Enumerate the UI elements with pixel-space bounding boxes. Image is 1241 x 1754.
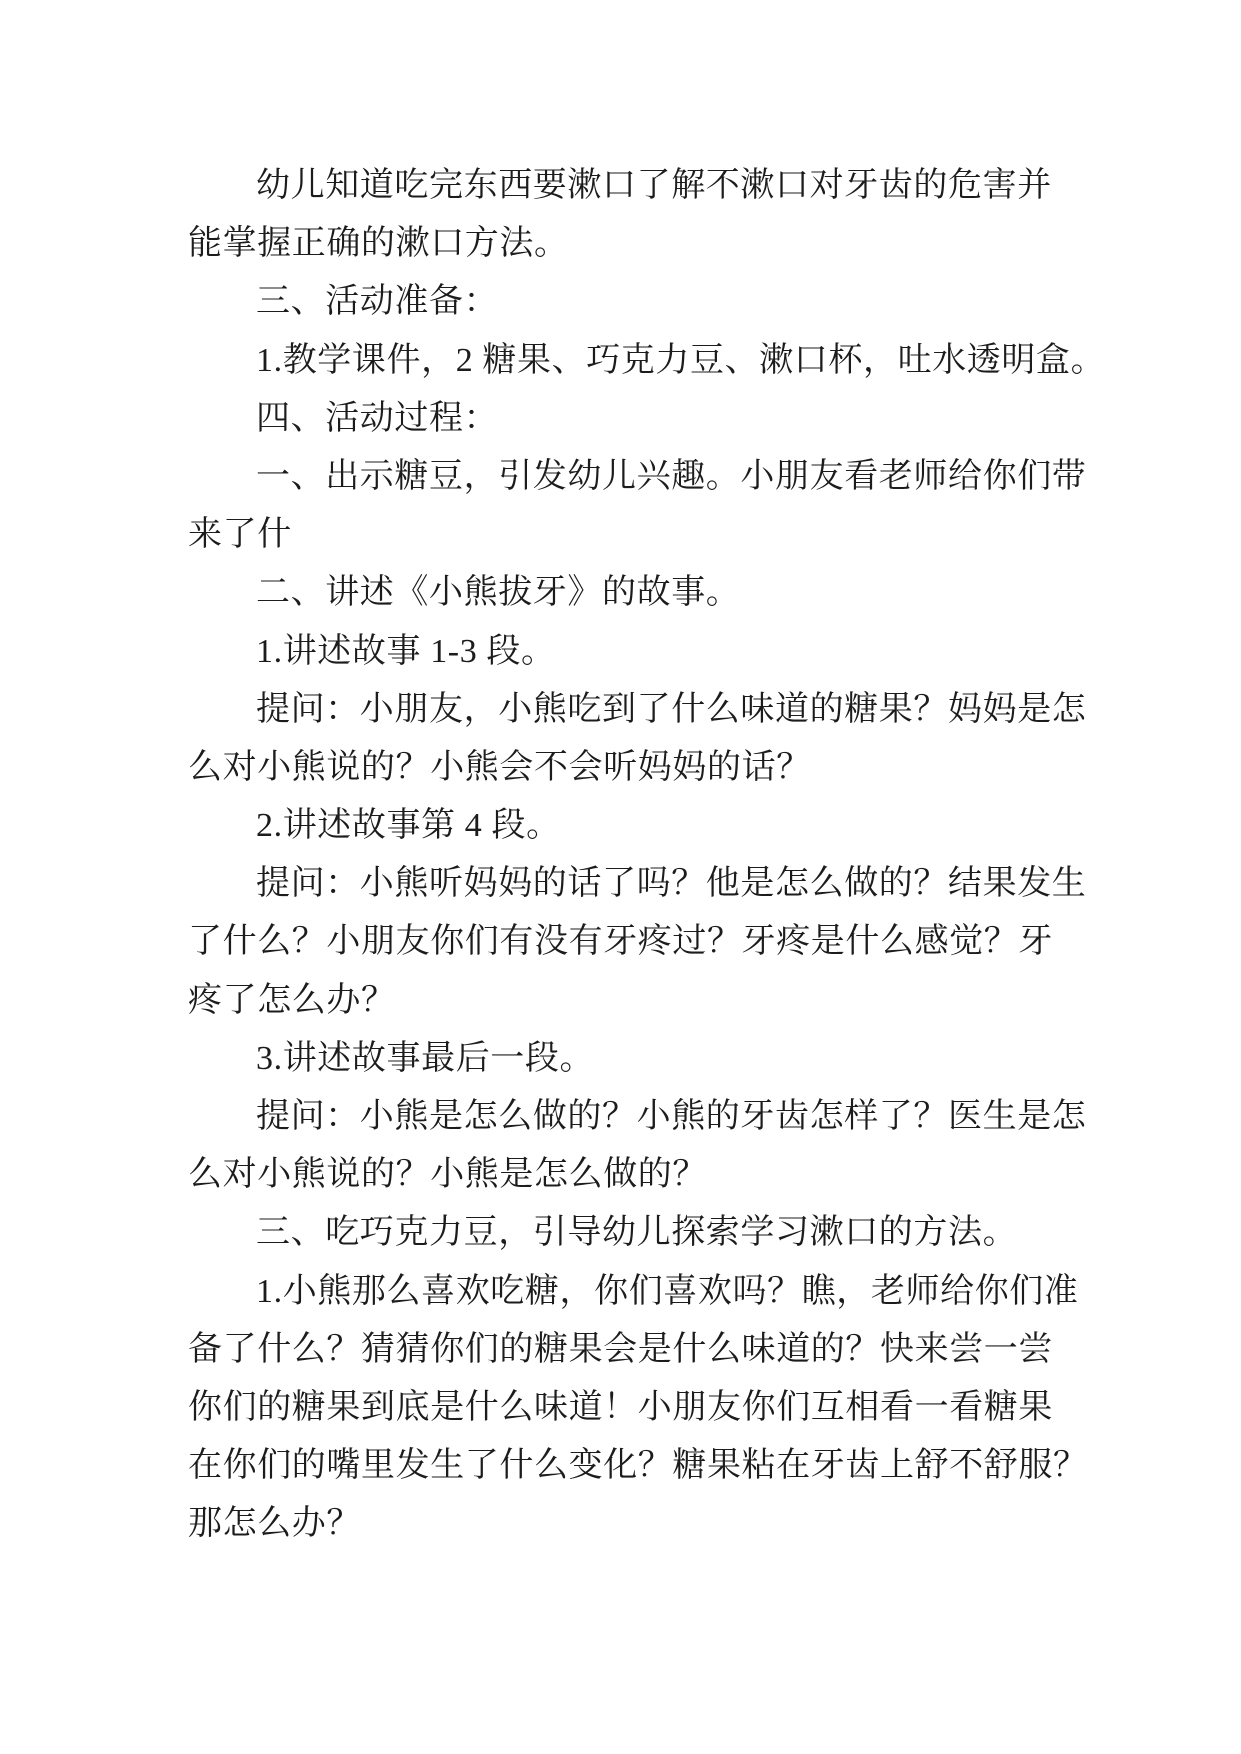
text-line: 能掌握正确的漱口方法。	[188, 225, 569, 263]
section-heading: 三、吃巧克力豆，引导幼儿探索学习漱口的方法。	[256, 1214, 1018, 1252]
text-line: 幼儿知道吃完东西要漱口了解不漱口对牙齿的危害并	[256, 167, 1052, 204]
text-line: 1.教学课件，2 糖果、巧克力豆、漱口杯，吐水透明盒。	[256, 341, 1106, 379]
text-line: 1.小熊那么喜欢吃糖，你们喜欢吗？瞧，老师给你们准	[256, 1272, 1079, 1310]
text-line: 二、讲述《小熊拔牙》的故事。	[256, 574, 741, 612]
section-heading: 四、活动过程：	[256, 399, 499, 437]
text-line: 1.讲述故事 1-3 段。	[256, 632, 556, 670]
text-line: 提问：小熊听妈妈的话了吗？他是怎么做的？结果发生	[256, 865, 1087, 903]
text-line: 在你们的嘴里发生了什么变化？糖果粘在牙齿上舒不舒服？	[188, 1447, 1088, 1485]
text-line: 提问：小熊是怎么做的？小熊的牙齿怎样了？医生是怎	[256, 1098, 1087, 1135]
text-line: 么对小熊说的？小熊会不会听妈妈的话？	[188, 748, 811, 786]
text-line: 你们的糖果到底是什么味道！小朋友你们互相看一看糖果	[188, 1388, 1053, 1426]
text-line: 3.讲述故事最后一段。	[256, 1039, 595, 1077]
section-heading: 三、活动准备：	[256, 283, 499, 321]
document-body	[188, 157, 1106, 1554]
text-line: 么对小熊说的？小熊是怎么做的？	[188, 1156, 707, 1194]
text-line: 2.讲述故事第 4 段。	[256, 807, 561, 845]
text-line: 了什么？小朋友你们有没有牙疼过？牙疼是什么感觉？牙	[188, 923, 1053, 961]
text-line: 那怎么办？	[188, 1505, 361, 1543]
text-line: 来了什	[188, 516, 292, 554]
text-line: 一、出示糖豆，引发幼儿兴趣。小朋友看老师给你们带	[256, 457, 1087, 495]
text-line: 提问：小朋友，小熊吃到了什么味道的糖果？妈妈是怎	[256, 690, 1087, 728]
text-line: 备了什么？猜猜你们的糖果会是什么味道的？快来尝一尝	[188, 1330, 1053, 1368]
text-line: 疼了怎么办？	[188, 981, 396, 1019]
